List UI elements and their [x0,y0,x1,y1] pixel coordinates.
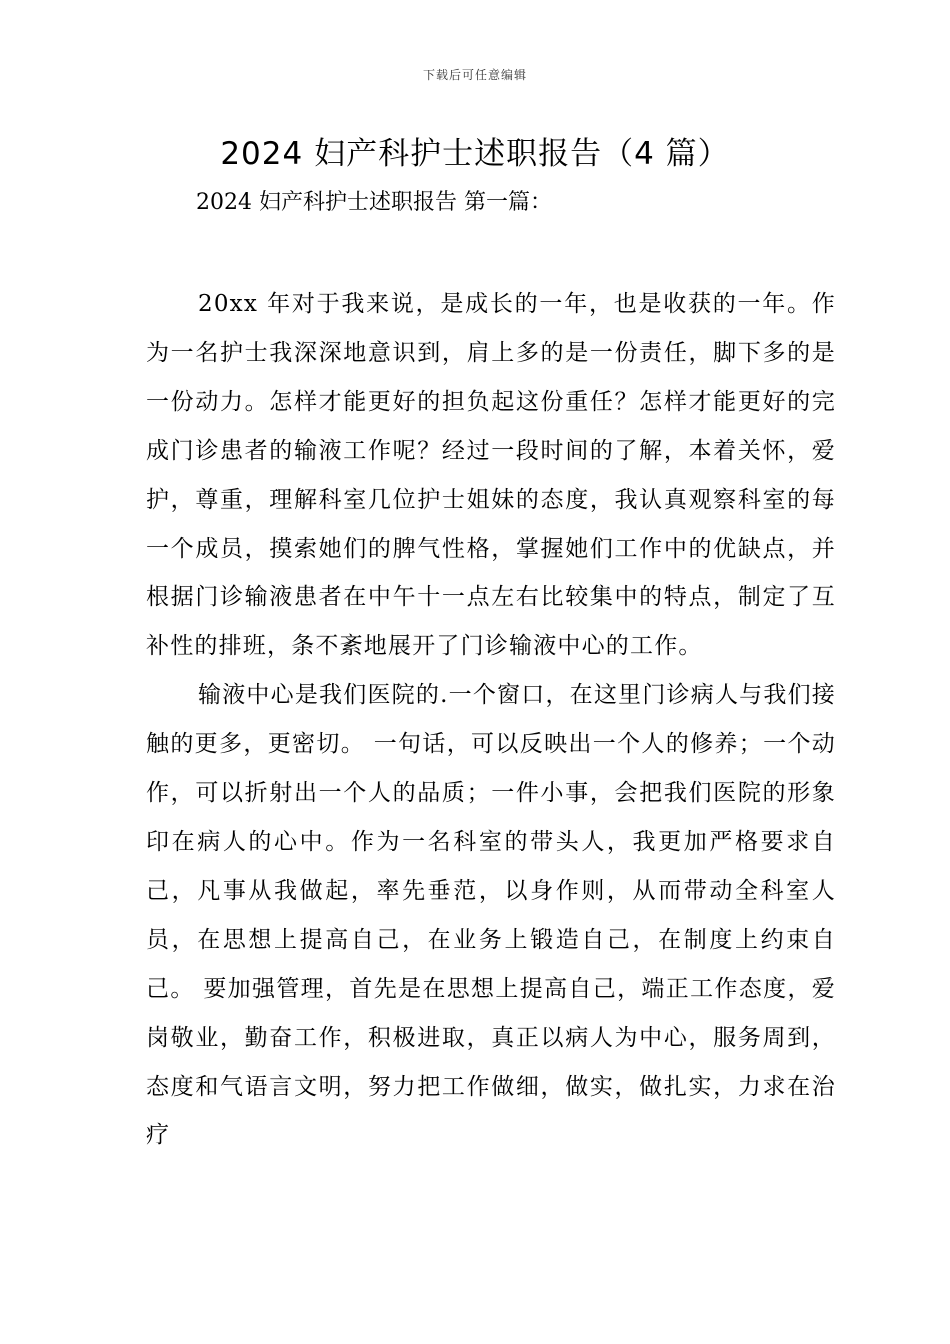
paragraph: 20xx 年对于我来说，是成长的一年，也是收获的一年。作为一名护士我深深地意识到，肩上多的是一份责任，脚下多的是一份动力。怎样才能更好的担负起这份重任？怎样才能更好的完成门诊患者的输液工作呢？经过一段时间的了解，本着关怀，爱护，尊重，理解科室几位护士姐妹的态度，我认真观察科室的每一个成员，摸索她们的脾气性格，掌握她们工作中的优缺点，并根据门诊输液患者在中午十一点左右比较集中的特点，制定了互补性的排班，条不紊地展开了门诊输液中心的工作。 [146,291,836,660]
body-text [146,280,836,1160]
document-title: 2024 妇产科护士述职报告（4 篇） [220,136,730,172]
header-note: 下载后可任意编辑 [422,68,527,82]
paragraph: 输液中心是我们医院的.一个窗口，在这里门诊病人与我们接触的更多，更密切。 一句话，可以反映出一个人的修养；一个动作，可以折射出一个人的品质；一件小事，会把我们医院的形象印在病人的心中。作为一名科室的带头人，我更加严格要求自己，凡事从我做起，率先垂范，以身作则，从而带动全科室人员，在思想上提高自己，在业务上锻造自己，在制度上约束自己。 要加强管理，首先是在思想上提高自己，端正工作态度，爱岗敬业，勤奋工作，积极进取，真正以病人为中心，服务周到，态度和气语言文明，努力把工作做细，做实，做扎实，力求在治疗 [146,682,836,1149]
section-heading: 2024 妇产科护士述职报告 第一篇： [196,190,552,215]
